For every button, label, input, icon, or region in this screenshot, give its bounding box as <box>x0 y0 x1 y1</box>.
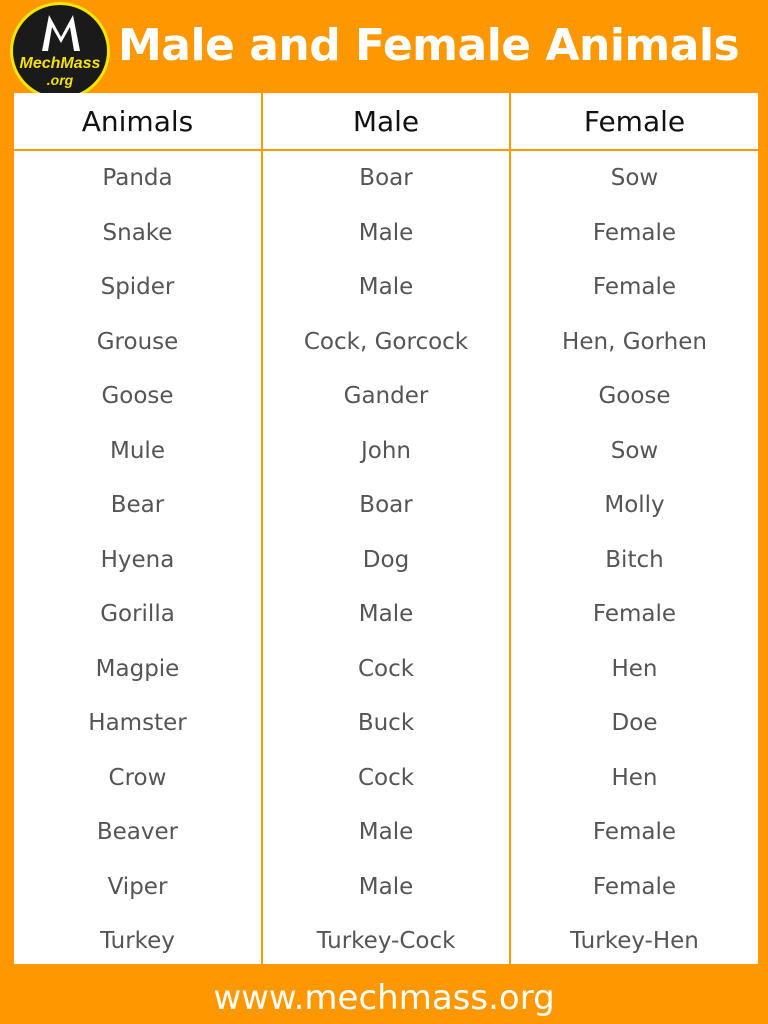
logo-m-icon <box>39 11 83 53</box>
cell-male: Male <box>262 206 510 261</box>
cell-male: Turkey-Cock <box>262 914 510 969</box>
cell-female: Female <box>510 206 758 261</box>
table-row <box>14 587 758 642</box>
cell-female: Female <box>510 260 758 315</box>
table-header-row <box>14 93 758 150</box>
table-row <box>14 206 758 261</box>
cell-female: Bitch <box>510 533 758 588</box>
cell-female: Turkey-Hen <box>510 914 758 969</box>
cell-female: Hen <box>510 751 758 806</box>
table-row <box>14 478 758 533</box>
cell-male: Boar <box>262 478 510 533</box>
mechmass-logo <box>10 2 110 100</box>
cell-female: Female <box>510 805 758 860</box>
cell-male: Male <box>262 805 510 860</box>
table-row <box>14 369 758 424</box>
cell-animal: Viper <box>107 873 168 900</box>
cell-female: Hen, Gorhen <box>510 315 758 370</box>
table-row <box>14 860 758 915</box>
table-row <box>14 805 758 860</box>
table-row <box>14 696 758 751</box>
table-row <box>14 642 758 697</box>
cell-female: Female <box>510 587 758 642</box>
animals-table <box>14 93 758 964</box>
table-row <box>14 424 758 479</box>
cell-female: Hen <box>510 642 758 697</box>
cell-animal: Goose <box>101 383 174 410</box>
cell-female: Doe <box>510 696 758 751</box>
cell-male: Male <box>262 260 510 315</box>
table-row <box>14 260 758 315</box>
cell-female: Sow <box>510 150 758 206</box>
table-row <box>14 533 758 588</box>
column-header-animals: Animals <box>14 93 262 150</box>
cell-animal: Crow <box>108 764 167 791</box>
logo-name: MechMass <box>19 55 101 72</box>
cell-female: Sow <box>510 424 758 479</box>
column-header-female: Female <box>510 93 758 150</box>
logo-domain: .org <box>46 72 74 88</box>
website-url: www.mechmass.org <box>213 978 555 1018</box>
table-row <box>14 150 758 206</box>
cell-animal: Bear <box>110 492 165 519</box>
cell-animal: Hamster <box>88 710 187 737</box>
cell-female: Molly <box>510 478 758 533</box>
cell-male: Male <box>262 860 510 915</box>
cell-animal: Mule <box>110 437 165 464</box>
cell-male: Dog <box>262 533 510 588</box>
cell-animal: Grouse <box>96 328 179 355</box>
cell-animal: Turkey <box>100 928 175 955</box>
cell-animal: Panda <box>102 165 173 192</box>
page-title: Male and Female Animals <box>118 20 740 71</box>
cell-male: Buck <box>262 696 510 751</box>
cell-animal: Hyena <box>100 546 175 573</box>
cell-male: Cock, Gorcock <box>262 315 510 370</box>
table-row <box>14 914 758 969</box>
table-row <box>14 315 758 370</box>
cell-male: Boar <box>262 150 510 206</box>
cell-female: Goose <box>510 369 758 424</box>
cell-animal: Snake <box>102 219 173 246</box>
cell-animal: Magpie <box>95 655 180 682</box>
cell-male: John <box>262 424 510 479</box>
cell-female: Female <box>510 860 758 915</box>
cell-animal: Beaver <box>96 819 179 846</box>
cell-male: Cock <box>262 751 510 806</box>
cell-male: Male <box>262 587 510 642</box>
table-row <box>14 751 758 806</box>
cell-animal: Spider <box>100 274 175 301</box>
cell-animal: Gorilla <box>100 601 175 628</box>
cell-male: Cock <box>262 642 510 697</box>
cell-male: Gander <box>262 369 510 424</box>
column-header-male: Male <box>262 93 510 150</box>
